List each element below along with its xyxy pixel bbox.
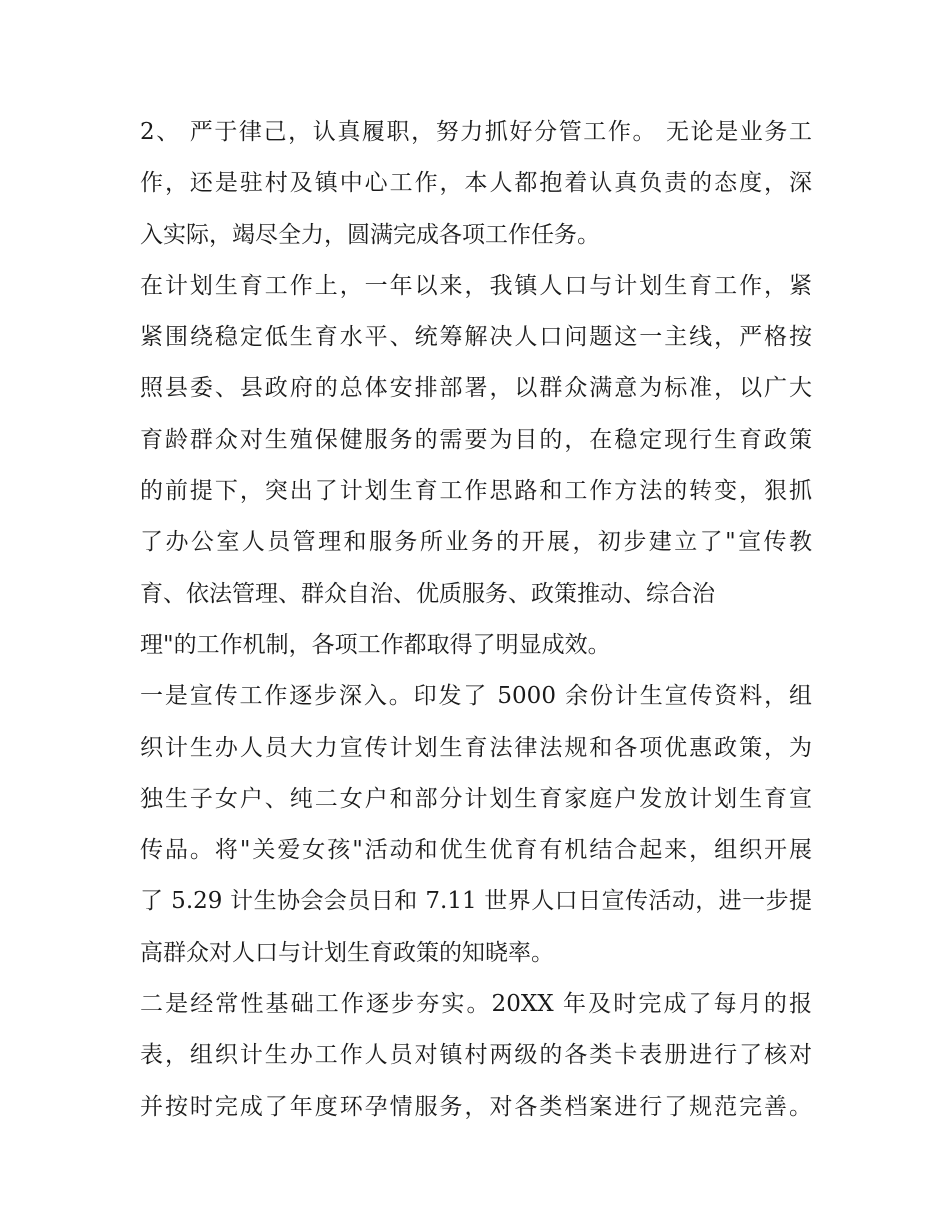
text-line: 传品。将"关爱女孩"活动和优生优育有机结合起来，组织开展	[140, 837, 812, 864]
text-line: 的前提下，突出了计划生育工作思路和工作方法的转变，狠抓	[140, 478, 812, 505]
text-line: 作，还是驻村及镇中心工作，本人都抱着认真负责的态度，深	[140, 170, 812, 197]
text-line: 了办公室人员管理和服务所业务的开展，初步建立了"宣传教	[140, 529, 812, 556]
text-line: 了 5.29 计生协会会员日和 7.11 世界人口日宣传活动，进一步提	[140, 888, 812, 915]
paragraph-family-planning	[140, 261, 812, 671]
text-line: 二是经常性基础工作逐步夯实。20XX 年及时完成了每月的报	[140, 991, 812, 1018]
text-line: 高群众对人口与计划生育政策的知晓率。	[140, 939, 554, 966]
text-line: 入实际，竭尽全力，圆满完成各项工作任务。	[140, 221, 600, 248]
paragraph-performance-duties	[140, 107, 812, 261]
text-line: 理"的工作机制，各项工作都取得了明显成效。	[140, 631, 611, 658]
text-line: 照县委、县政府的总体安排部署，以群众满意为标准，以广大	[140, 375, 812, 402]
text-line: 一是宣传工作逐步深入。印发了 5000 余份计生宣传资料，组	[140, 683, 812, 710]
text-line: 表，组织计生办工作人员对镇村两级的各类卡表册进行了核对	[140, 1042, 812, 1069]
body-text	[140, 107, 812, 1133]
text-line: 织计生办人员大力宣传计划生育法律法规和各项优惠政策，为	[140, 734, 812, 761]
paragraph-publicity-work	[140, 671, 812, 979]
text-line: 育龄群众对生殖保健服务的需要为目的，在稳定现行生育政策	[140, 426, 812, 453]
paragraph-basic-work	[140, 979, 812, 1133]
text-line: 紧围绕稳定低生育水平、统筹解决人口问题这一主线，严格按	[140, 324, 812, 351]
text-line: 独生子女户、纯二女户和部分计划生育家庭户发放计划生育宣	[140, 785, 812, 812]
text-line: 并按时完成了年度环孕情服务，对各类档案进行了规范完善。	[140, 1093, 812, 1120]
text-line: 2、 严于律己，认真履职，努力抓好分管工作。 无论是业务工	[140, 119, 812, 145]
text-line: 育、依法管理、群众自治、优质服务、政策推动、综合治	[140, 580, 715, 607]
text-line: 在计划生育工作上，一年以来，我镇人口与计划生育工作，紧	[140, 272, 812, 299]
